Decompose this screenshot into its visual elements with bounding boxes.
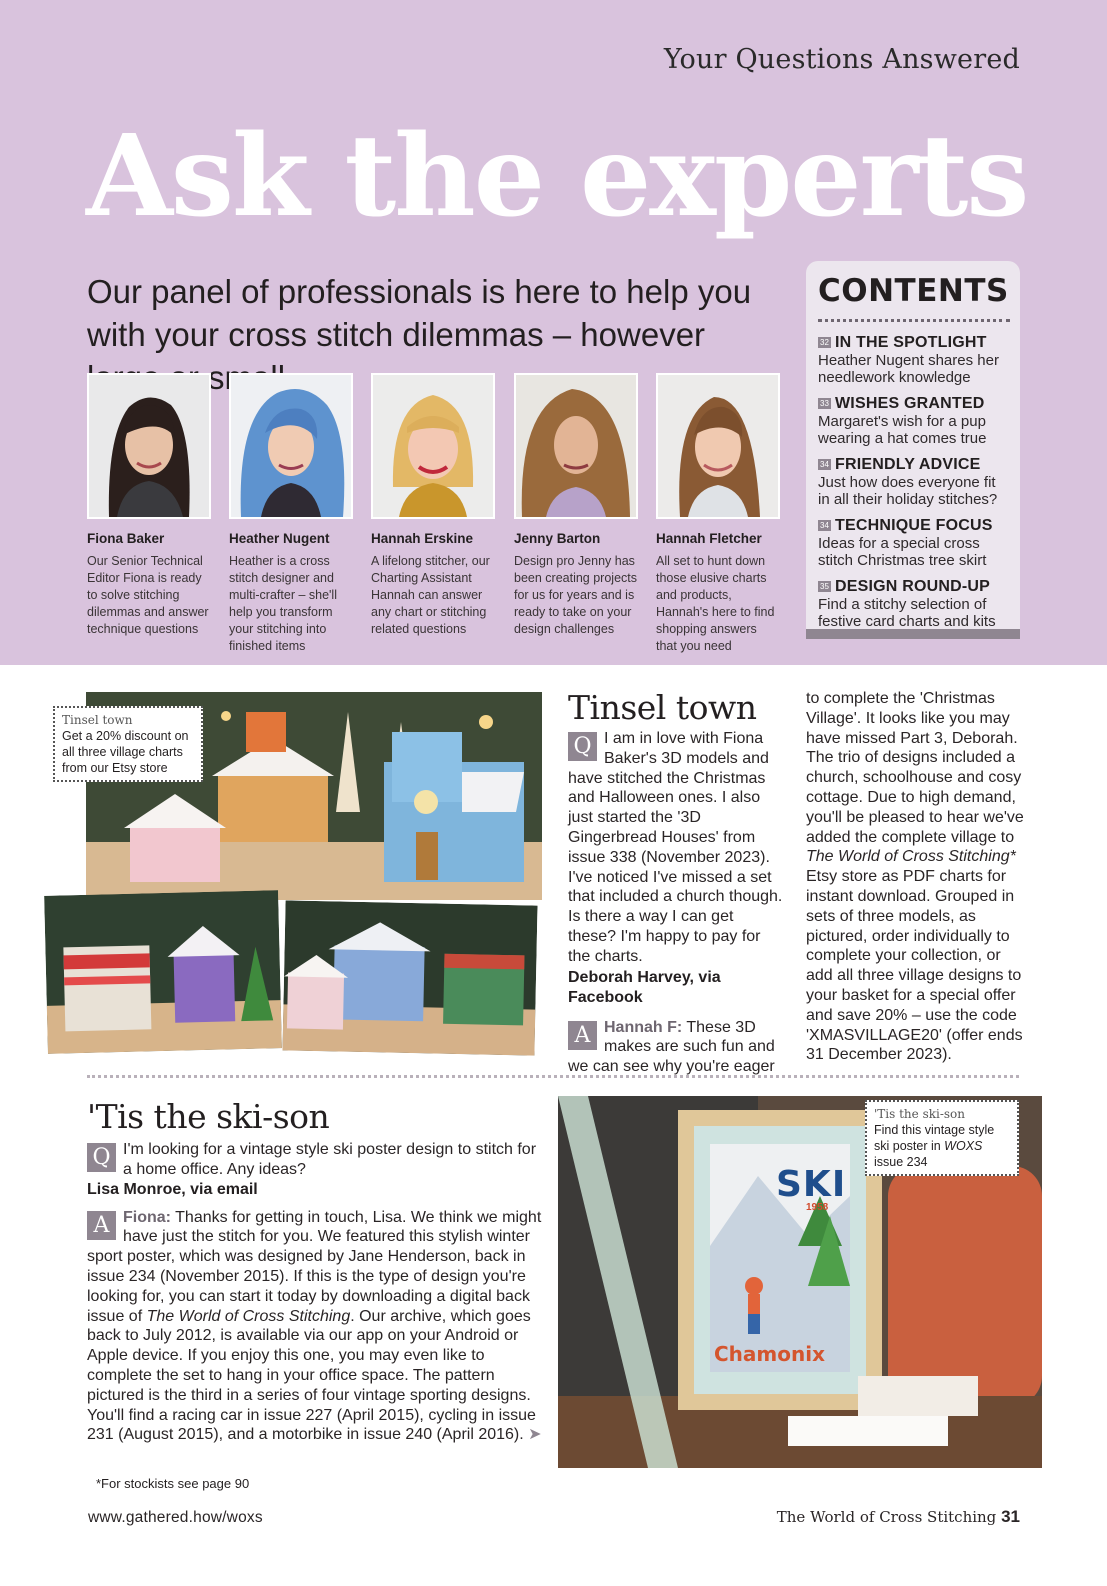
contents-item[interactable]	[818, 395, 1010, 447]
ski-photo-caption	[865, 1100, 1019, 1176]
answer-badge: A	[568, 1021, 597, 1050]
expert-card-hannah-f	[656, 373, 780, 655]
contents-item-desc: Margaret's wish for a pup wearing a hat comes true	[818, 413, 987, 447]
contents-item[interactable]	[818, 578, 1010, 630]
answer-badge: A	[87, 1211, 116, 1240]
caption-title: Tinsel town	[62, 713, 133, 727]
tinsel-answer-cont-2: Etsy store as PDF charts for instant download. Grouped in sets of three models, as pictured, order individually to complete your collection, or add all three village designs to your basket for a special offer and save 20% – use the code 'XMASVILLAGE20' (offer ends 31 December 2023).	[806, 868, 1023, 1064]
poster-ski-text: SKI	[776, 1164, 847, 1205]
stockists-footnote: *For stockists see page 90	[96, 1476, 250, 1491]
contents-panel	[806, 261, 1020, 639]
tinsel-answer-text: These 3D makes are such fun and we can see why you're eager	[568, 1018, 775, 1076]
tinsel-title: Tinsel town	[568, 688, 757, 727]
tinsel-question	[568, 729, 784, 967]
question-badge: Q	[568, 732, 597, 761]
expert-photo	[371, 373, 495, 519]
caption-text	[874, 1122, 1010, 1170]
ski-answer-italic: The World of Cross Stitching	[146, 1307, 351, 1325]
page-number-badge: 34	[818, 520, 831, 531]
page-subtitle: Our panel of professionals is here to help you with your cross stitch dilemmas – however	[87, 273, 752, 353]
expert-bio: All set to hunt down those elusive charts and products, Hannah's here to find shopping answers that you need	[656, 554, 775, 653]
caption-text-post: issue 234	[874, 1155, 928, 1169]
expert-photo	[656, 373, 780, 519]
expert-name: Heather Nugent	[229, 531, 330, 546]
expert-bio: Our Senior Technical Editor Fiona is ready to solve stitching dilemmas and answer technique questions	[87, 554, 209, 636]
caption-text-pre: Find this vintage style ski poster in	[874, 1123, 995, 1153]
answer-author: Hannah F:	[604, 1018, 683, 1036]
magazine-name: The World of Cross Stitching	[776, 1508, 997, 1526]
ski-question	[87, 1140, 542, 1180]
section-divider	[87, 1075, 1019, 1078]
continue-arrow-icon: ➤	[528, 1426, 542, 1444]
footer-magazine	[777, 1507, 1020, 1527]
ski-article	[87, 1097, 542, 1445]
contents-divider	[818, 319, 1010, 322]
ski-answer-text: Thanks for getting in touch, Lisa. We think we might have just the stitch for you. We featured this stylish winter sport poster, which was designed by Jane Henderson, back in issue 234 (November 2015). If this is the type of design you're looking for, you can start it today by downloading a digital back issue of	[87, 1208, 542, 1325]
tinsel-answer-italic: The World of Cross Stitching*	[806, 848, 1016, 866]
ski-question-text: I'm looking for a vintage style ski poster design to stitch for a home office. Any ideas?	[123, 1141, 537, 1178]
ski-signature: Lisa Monroe, via email	[87, 1180, 258, 1198]
expert-card-jenny	[514, 373, 638, 638]
ski-answer-text-2: . Our archive, which goes back to July 2012, is available via our app on your Android or Apple device. If you enjoy this one, you may even like to complete the set to hang in your office space. The pattern pictured is the third in a series of four vintage sporting designs. You'll find a racing car in issue 227 (April 2015), cycling in issue 231 (August 2015), and a motorbike in issue 240 (April 2016).	[87, 1307, 536, 1444]
tinsel-article-col2	[806, 689, 1024, 1065]
answer-author: Fiona:	[123, 1208, 171, 1226]
contents-item-title: WISHES GRANTED	[835, 395, 985, 412]
page-title: Ask the experts	[86, 111, 1028, 242]
page-number: 31	[1001, 1507, 1020, 1526]
contents-item-title: TECHNIQUE FOCUS	[835, 517, 993, 534]
expert-card-heather	[229, 373, 353, 655]
expert-name: Hannah Fletcher	[656, 531, 762, 546]
village-photo-shops	[282, 900, 537, 1055]
caption-title: 'Tis the ski-son	[874, 1107, 966, 1121]
expert-name: Fiona Baker	[87, 531, 165, 546]
contents-item[interactable]	[818, 456, 1010, 508]
footer-url[interactable]: www.gathered.how/woxs	[88, 1509, 263, 1526]
ski-answer	[87, 1208, 542, 1446]
section-tag: Your Questions Answered	[663, 44, 1020, 75]
tinsel-article-col1	[568, 688, 784, 1077]
tinsel-question-text: I am in love with Fiona Baker's 3D models and have stitched the Christmas and Halloween ones. I also just started the '3D Gingerbread Houses' from issue 338 (November 2023). I've noticed I've missed a set that included a church though. Is there a way I can get these? I'm happy to pay for the charts.	[568, 730, 783, 965]
contents-heading: CONTENTS	[818, 273, 1009, 309]
ski-title: 'Tis the ski-son	[87, 1097, 330, 1136]
caption-text-italic: WOXS	[944, 1139, 983, 1153]
page-number-badge: 35	[818, 581, 831, 592]
poster-place: Chamonix	[714, 1342, 825, 1366]
tinsel-answer-cont: to complete the 'Christmas Village'. It looks like you may have missed Part 3, Deborah. The trio of designs included a church, schoolhouse and cosy cottage. Due to high demand, you'll be pleased to hear we've added the complete village to	[806, 690, 1024, 846]
page-number-badge: 32	[818, 337, 831, 348]
expert-bio: Heather is a cross stitch designer and multi-crafter – she'll help you transform your stitching into finished items	[229, 554, 337, 653]
contents-item-desc: Ideas for a special cross stitch Christmas tree skirt	[818, 535, 987, 569]
poster-year: 1958	[806, 1202, 829, 1213]
tinsel-signature: Deborah Harvey, via Facebook	[568, 968, 721, 1006]
tinsel-photo-caption	[53, 706, 203, 782]
contents-item[interactable]	[818, 517, 1010, 569]
expert-photo	[229, 373, 353, 519]
expert-bio: Design pro Jenny has been creating projects for us for years and is ready to take on your design challenges	[514, 554, 637, 636]
page-number-badge: 34	[818, 459, 831, 470]
contents-item-title: FRIENDLY ADVICE	[835, 456, 981, 473]
expert-photo	[87, 373, 211, 519]
expert-card-fiona	[87, 373, 211, 638]
contents-item-desc: Find a stitchy selection of festive card charts and kits	[818, 596, 996, 630]
tinsel-answer	[568, 1018, 784, 1077]
page-number-badge: 33	[818, 398, 831, 409]
question-badge: Q	[87, 1143, 116, 1172]
expert-name: Hannah Erskine	[371, 531, 474, 546]
caption-text: Get a 20% discount on all three village charts from our Etsy store	[62, 729, 189, 775]
contents-item-title: IN THE SPOTLIGHT	[835, 334, 987, 351]
contents-item-title: DESIGN ROUND-UP	[835, 578, 991, 595]
contents-item[interactable]	[818, 334, 1010, 386]
village-photo-bakery	[44, 890, 282, 1054]
contents-item-desc: Just how does everyone fit in all their holiday stitches?	[818, 474, 998, 508]
expert-photo	[514, 373, 638, 519]
contents-item-desc: Heather Nugent shares her needlework knowledge	[818, 352, 999, 386]
expert-card-hannah-e	[371, 373, 495, 638]
expert-bio: A lifelong stitcher, our Charting Assistant Hannah can answer any chart or stitching related questions	[371, 554, 490, 636]
expert-name: Jenny Barton	[514, 531, 601, 546]
